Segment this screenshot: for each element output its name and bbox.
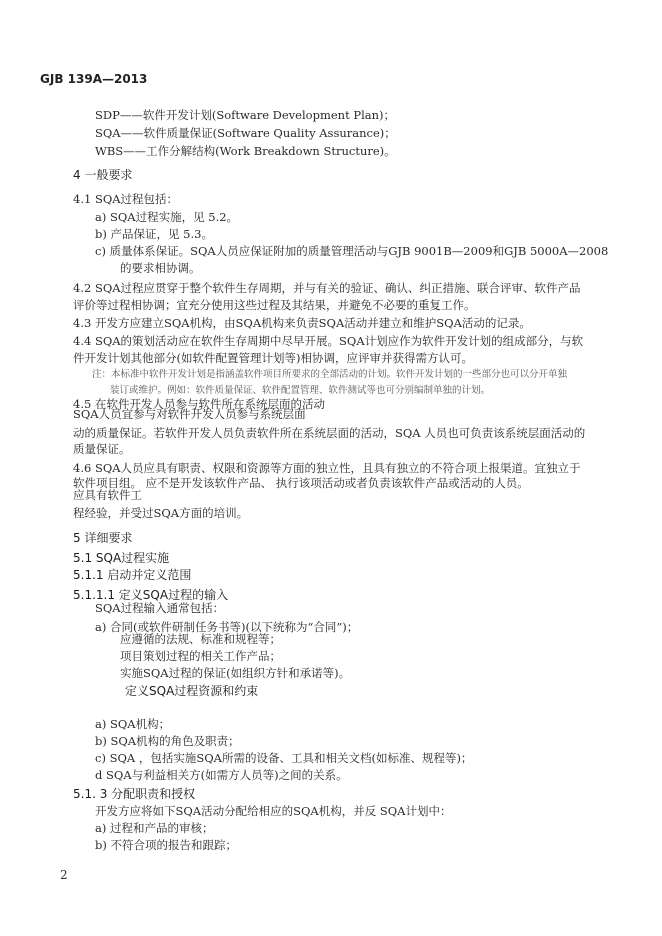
page-number: 2 — [60, 868, 68, 882]
section-4-heading: 4 一般要求 — [73, 168, 133, 182]
resource-item-c: c) SQA ，包括实施SQA所需的设备、工具和相关文档(如标准、规程等)； — [95, 751, 473, 765]
section-5-heading: 5 详细要求 — [73, 531, 133, 545]
resource-item-b: b) SQA机构的角色及职责； — [95, 734, 240, 748]
input-item-d: 实施SQA过程的保证(如组织方针和承诺等)。 — [120, 666, 351, 680]
clause-4-2-line2: 评价等过程相协调；宜充分使用这些过程及其结果，并避免不必要的重复工作。 — [73, 298, 476, 312]
abbr-wbs: WBS——工作分解结构(Work Breakdown Structure)。 — [95, 144, 396, 158]
doc-code-header: GJB 139A—2013 — [40, 72, 148, 86]
clause-4-2-line1: 4.2 SQA过程应贯穿于整个软件生存周期，并与有关的验证、确认、纠正措施、联合评审、软件产品 — [73, 281, 581, 295]
clause-4-5-line1: SQA人员宜参与对软件开发人员参与系统层面 — [73, 407, 306, 421]
clause-4-5-line3: 质量保证。 — [73, 442, 131, 456]
clause-4-3: 4.3 开发方应建立SQA机构，由SQA机构来负责SQA活动并建立和维护SQA活动的记录。 — [73, 316, 531, 330]
clause-4-6-line1: 4.6 SQA人员应具有职责、权限和资源等方面的独立性，且具有独立的不符合项上报渠道。宜独立于 — [73, 461, 581, 475]
clause-4-4-line1: 4.4 SQA的策划活动应在软件生存周期中尽早开展。SQA计划应作为软件开发计划的组成部分，与软 — [73, 334, 584, 348]
clause-4-5-overlay: 4.5 在软件开发人员参与软件所在系统层面的活动 — [73, 397, 325, 411]
abbr-sqa: SQA——软件质量保证(Software Quality Assurance)； — [95, 126, 396, 140]
note-line1: 注：本标准中软件开发计划是指涵盖软件项目所要求的全部活动的计划。软件开发计划的一些部分也可以分开单独 — [92, 369, 568, 380]
task-item-a: a) 过程和产品的审核； — [95, 821, 214, 835]
clause-4-1-c-line1: c) 质量体系保证。SQA人员应保证附加的质量管理活动与GJB 9001B—2009和GJB 5000A—2008 — [95, 244, 609, 258]
section-5-1-heading: 5.1 SQA过程实施 — [73, 551, 170, 565]
clause-4-6-line2: 软件项目组。 应不是开发该软件产品、 执行该项活动或者负责该软件产品或活动的人员。 — [73, 476, 529, 490]
task-intro: 开发方应将如下SQA活动分配给相应的SQA机构，并反 SQA计划中： — [95, 804, 452, 818]
inputs-intro: SQA过程输入通常包括： — [95, 601, 225, 615]
clause-4-1: 4.1 SQA过程包括： — [73, 192, 179, 206]
clause-4-4-line2: 件开发计划其他部分(如软件配置管理计划等)相协调，应评审并获得需方认可。 — [73, 351, 473, 365]
clause-4-6-line3: 应具有软件工 — [73, 488, 142, 502]
clause-4-1-b: b) 产品保证，见 5.3。 — [95, 227, 213, 241]
clause-4-1-c-line2: 的要求相协调。 — [120, 261, 201, 275]
note-line2: 装订或维护。例如：软件质量保证、软件配置管理、软件测试等也可分别编制单独的计划。 — [110, 385, 491, 396]
clause-4-6-line4: 程经验，并受过SQA方面的培训。 — [73, 506, 249, 520]
input-item-c: 项目策划过程的相关工作产品； — [120, 649, 281, 663]
resource-item-a: a) SQA机构； — [95, 717, 171, 731]
clause-4-1-a: a) SQA过程实施，见 5.2。 — [95, 210, 239, 224]
section-5-1-3-heading: 5.1. 3 分配职责和授权 — [73, 787, 196, 801]
section-5-1-1-1-heading: 5.1.1.1 定义SQA过程的输入 — [73, 588, 229, 602]
resource-item-d: d SQA与利益相关方(如需方人员等)之间的关系。 — [95, 768, 348, 782]
clause-4-5-line2: 动的质量保证。若软件开发人员负责软件所在系统层面的活动，SQA 人员也可负责该系统层面活动的 — [73, 426, 586, 440]
abbr-sdp: SDP——软件开发计划(Software Development Plan)； — [95, 108, 396, 122]
input-item-a: a) 合同(或软件研制任务书等)(以下统称为“合同”)； — [95, 620, 359, 634]
task-item-b: b) 不符合项的报告和跟踪； — [95, 838, 238, 852]
section-5-1-1-heading: 5.1.1 启动并定义范围 — [73, 568, 192, 582]
input-item-b: 应遵循的法规、标准和规程等； — [120, 632, 281, 646]
section-5-1-1-2-heading: 定义SQA过程资源和约束 — [125, 684, 259, 698]
